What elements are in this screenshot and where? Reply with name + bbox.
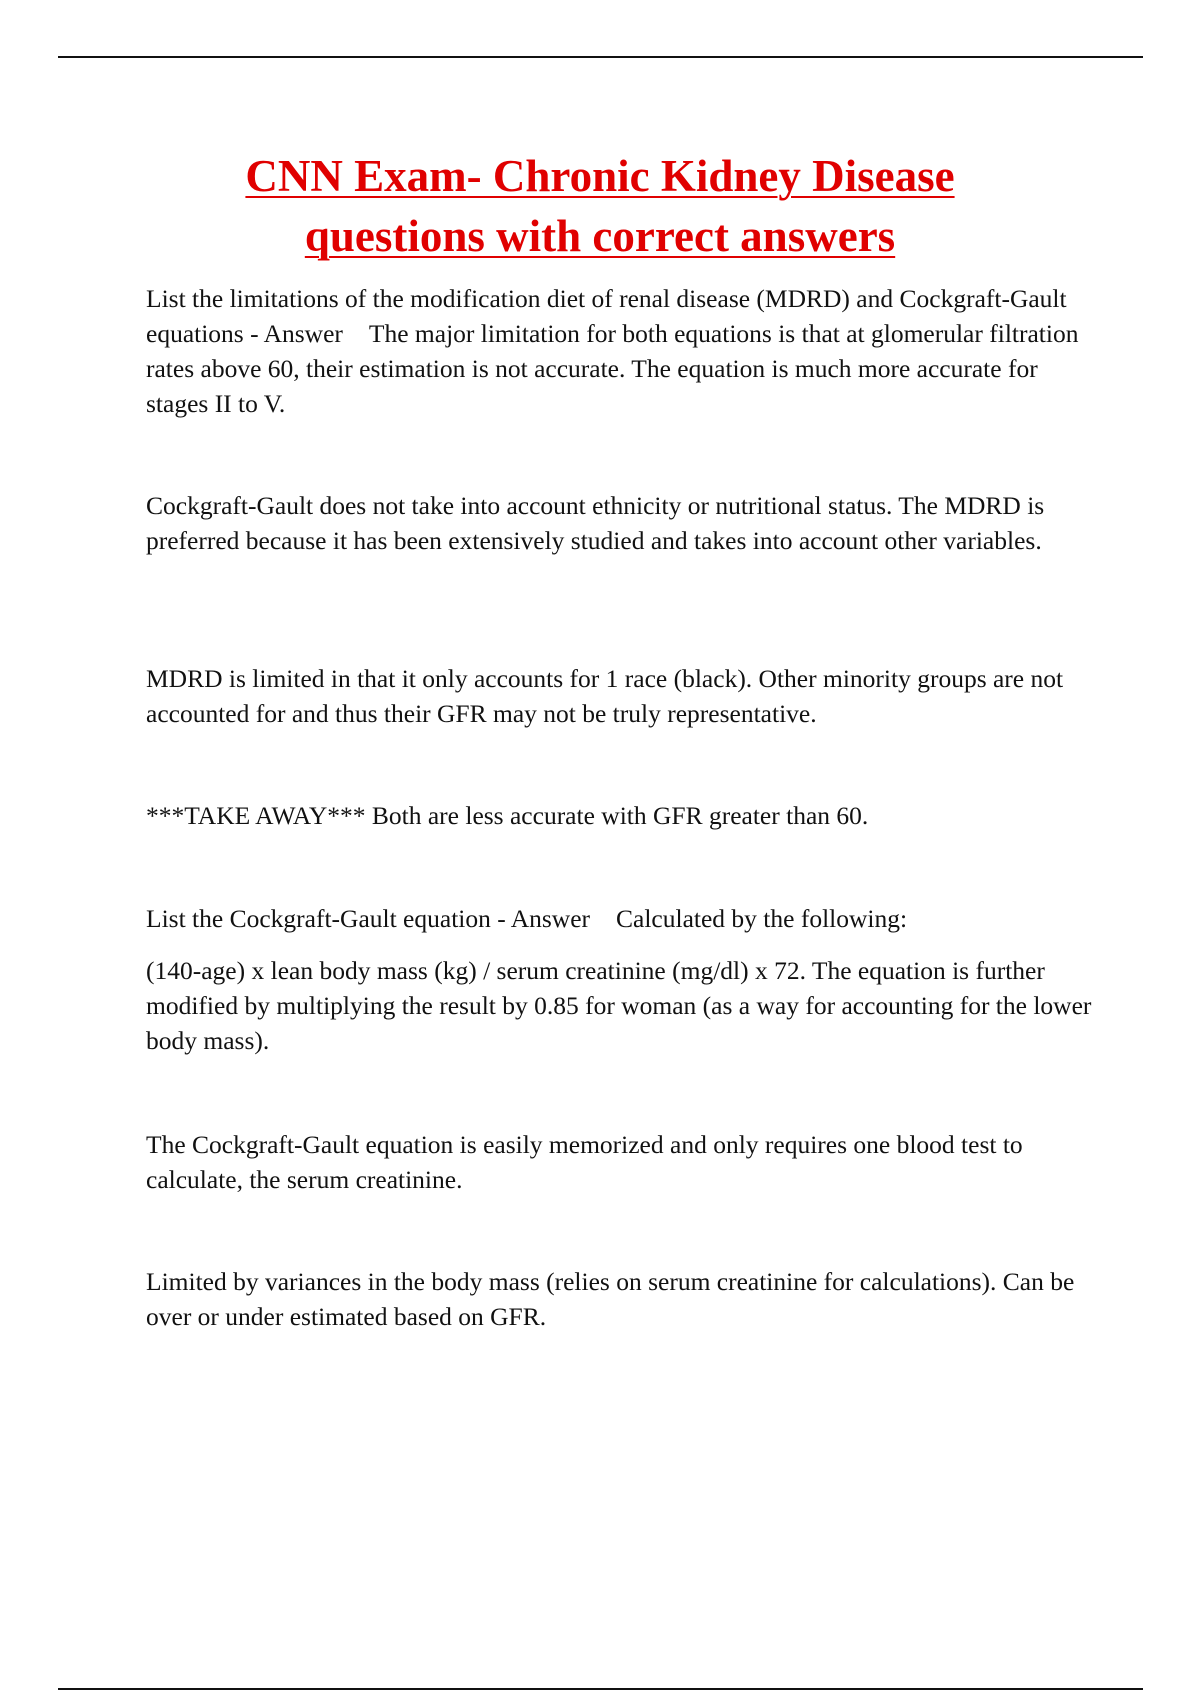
- answer-text: Calculated by the following:: [616, 904, 908, 933]
- document-title: [100, 146, 1100, 266]
- paragraph-easily-memorized: The Cockgraft-Gault equation is easily memorized and only requires one blood test to calculate, the serum creatinine.: [146, 1130, 1023, 1194]
- paragraph-mdrd-limitations: [146, 281, 1106, 421]
- title-line-2: questions with correct answers: [304, 211, 896, 261]
- paragraph-mdrd-race: MDRD is limited in that it only accounts for 1 race (black). Other minority groups are not accounted for and thus their GFR may not be truly representative.: [146, 664, 1064, 728]
- paragraph-equation-formula: (140-age) x lean body mass (kg) / serum creatinine (mg/dl) x 72. The equation is further modified by multiplying the result by 0.85 for woman (as a way for accounting for the lower body mass).: [146, 956, 1092, 1055]
- top-rule: [58, 56, 1143, 58]
- question-text: List the limitations of the modification diet of renal disease (MDRD) and Cockgraft-Gault equations - Answer: [146, 284, 1067, 348]
- paragraph-equation-question: [146, 901, 1106, 936]
- answer-text: The major limitation for both equations is that at glomerular filtration rates above 60, their estimation is not accurate. The equation is much more accurate for stages II to V.: [146, 319, 1079, 418]
- paragraph-body-mass-limits: Limited by variances in the body mass (relies on serum creatinine for calculations). Can be over or under estimated based on GFR.: [146, 1267, 1075, 1331]
- paragraph-cockgraft-ethnicity: Cockgraft-Gault does not take into account ethnicity or nutritional status. The MDRD is preferred because it has been extensively studied and takes into account other variables.: [146, 491, 1045, 555]
- bottom-rule: [58, 1688, 1143, 1690]
- paragraph-take-away: ***TAKE AWAY*** Both are less accurate with GFR greater than 60.: [146, 801, 869, 830]
- question-text: List the Cockgraft-Gault equation - Answer: [146, 904, 591, 933]
- title-line-1: CNN Exam- Chronic Kidney Disease: [245, 151, 955, 201]
